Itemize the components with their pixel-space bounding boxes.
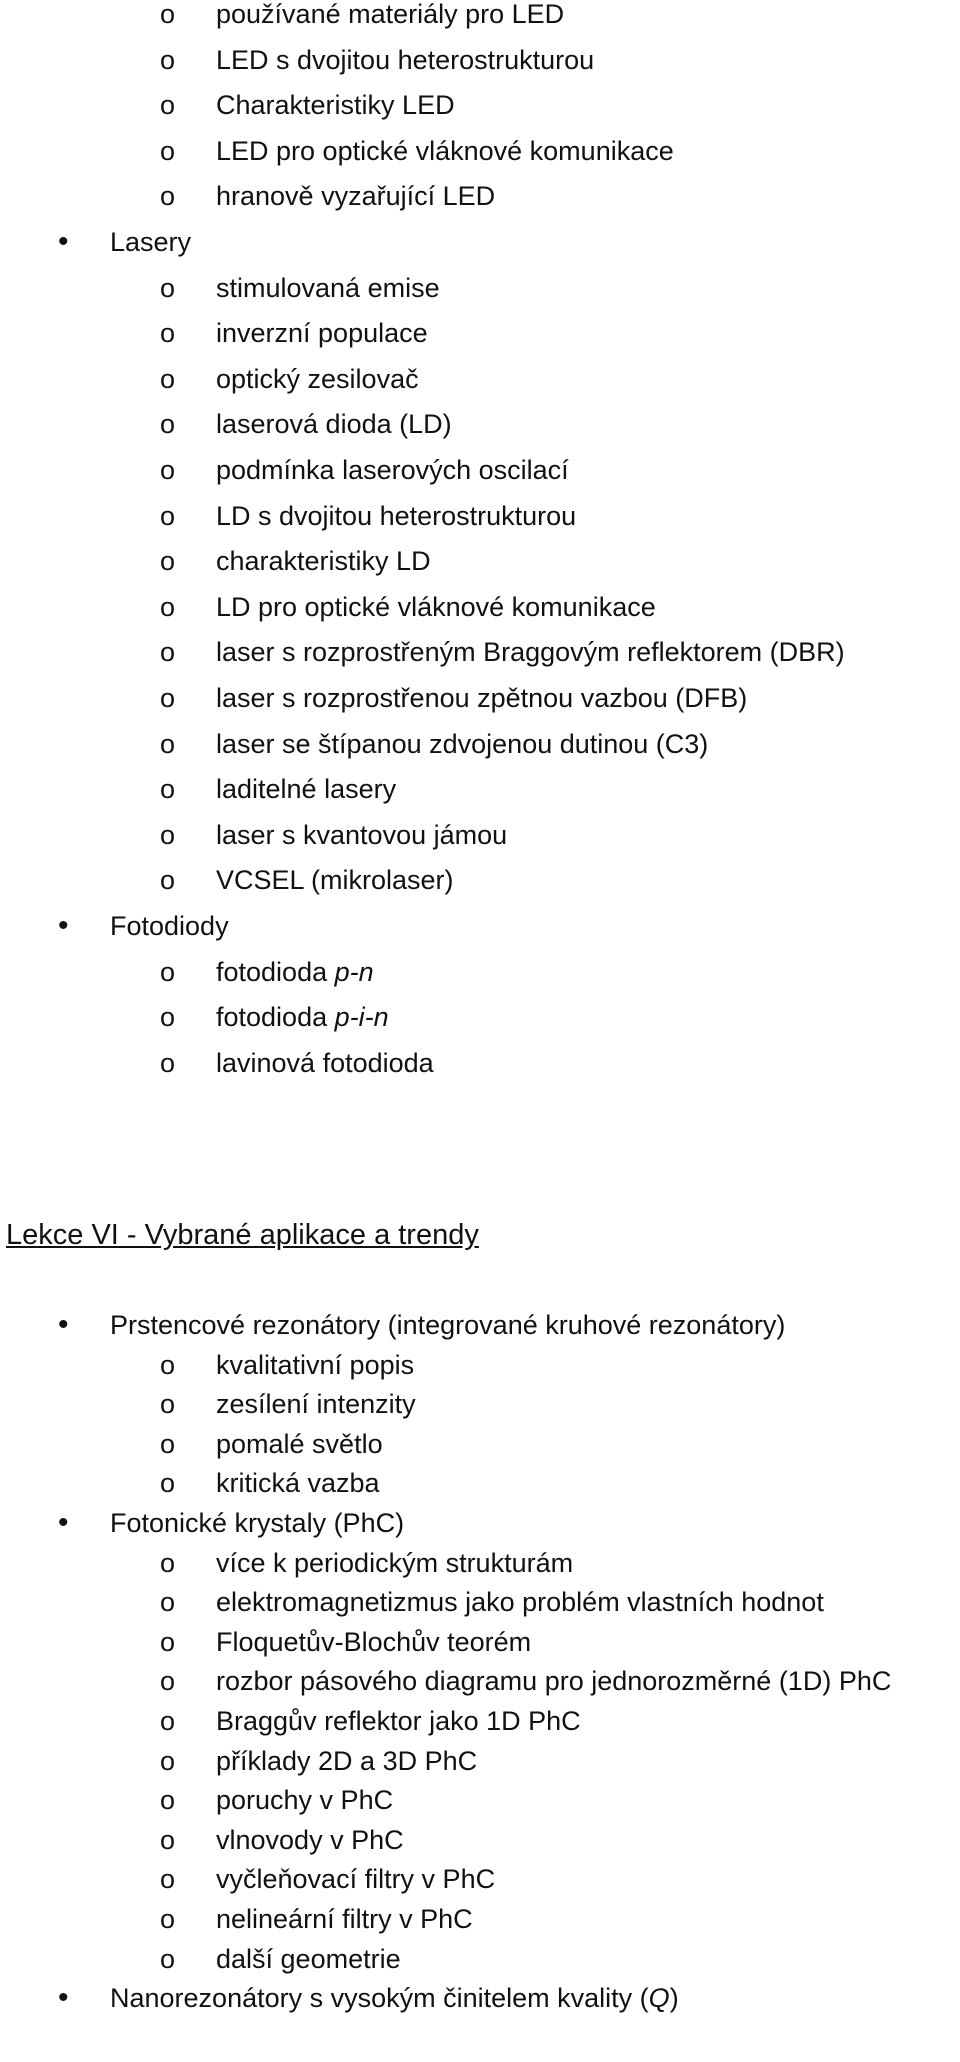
sub-bullet-marker: o	[160, 1547, 176, 1578]
item-text	[216, 404, 452, 444]
item-text	[216, 860, 454, 900]
item-text	[216, 40, 594, 80]
item-suffix: )	[669, 1983, 679, 2014]
item-text	[216, 1820, 404, 1860]
item-label: laser s rozprostřenou zpětnou vazbou (DFB)	[216, 683, 748, 713]
sub-bullet-marker: o	[160, 1587, 176, 1618]
sub-bullet-marker: o	[160, 956, 176, 987]
item-text	[216, 1043, 434, 1083]
item-text	[216, 769, 396, 809]
item-text	[216, 541, 431, 581]
item-text	[216, 1701, 581, 1741]
sub-bullet-marker: o	[160, 1824, 176, 1855]
item-label: více k periodickým strukturám	[216, 1547, 574, 1578]
item-label: zesílení intenzity	[216, 1389, 416, 1420]
sub-bullet-marker: o	[160, 44, 176, 75]
sub-bullet-marker: o	[160, 1468, 176, 1499]
item-label: VCSEL (mikrolaser)	[216, 865, 454, 896]
item-label: vyčleňovací filtry v PhC	[216, 1864, 496, 1895]
item-label: charakteristiky LD	[216, 546, 431, 577]
item-label: Charakteristiky LED	[216, 90, 455, 121]
item-text	[216, 587, 656, 627]
item-label: laser s kvantovou jámou	[216, 819, 508, 850]
sub-bullet-marker: o	[160, 181, 176, 212]
bullet-marker: •	[58, 909, 69, 942]
item-text	[110, 906, 229, 946]
sub-bullet-marker: o	[160, 1047, 176, 1078]
item-label: optický zesilovač	[216, 363, 419, 394]
item-italic-term: Q	[648, 1983, 670, 2014]
item-label: Nanorezonátory s vysokým činitelem kvality (	[110, 1983, 649, 2014]
item-text	[216, 1939, 401, 1979]
item-text	[216, 450, 569, 490]
sub-bullet-marker: o	[160, 90, 176, 121]
sub-bullet-marker: o	[160, 683, 176, 713]
bullet-marker: •	[58, 1308, 69, 1341]
item-text	[216, 1384, 416, 1424]
item-label: LD s dvojitou heterostrukturou	[216, 500, 577, 531]
sub-bullet-marker: o	[160, 1864, 176, 1895]
sub-bullet-marker: o	[160, 774, 176, 805]
sub-bullet-marker: o	[160, 363, 176, 394]
sub-bullet-marker: o	[160, 1745, 176, 1776]
item-text	[216, 997, 389, 1037]
item-text	[216, 1899, 473, 1939]
sub-bullet-marker: o	[160, 272, 176, 303]
item-label: elektromagnetizmus jako problém vlastních hodnot	[216, 1587, 824, 1618]
item-text	[216, 1622, 531, 1662]
item-label: používané materiály pro LED	[216, 0, 565, 29]
sub-bullet-marker: o	[160, 865, 176, 896]
sub-bullet-marker: o	[160, 1943, 176, 1974]
sub-bullet-marker: o	[160, 819, 176, 850]
item-label: další geometrie	[216, 1943, 401, 1974]
item-label: vlnovody v PhC	[216, 1824, 404, 1855]
bullet-marker: •	[58, 1981, 69, 2015]
item-label: LED pro optické vláknové komunikace	[216, 135, 674, 166]
item-text	[216, 268, 440, 308]
sub-bullet-marker: o	[160, 1904, 176, 1934]
lesson-heading: Lekce VI - Vybrané aplikace a trendy	[6, 1219, 479, 1251]
item-text	[216, 1859, 495, 1899]
item-label: poruchy v PhC	[216, 1785, 394, 1816]
item-italic-term: p-i-n	[334, 1002, 389, 1033]
sub-bullet-marker: o	[160, 1626, 176, 1657]
sub-bullet-marker: o	[160, 409, 176, 440]
item-label: Fotodiody	[110, 911, 229, 941]
sub-bullet-marker: o	[160, 1002, 176, 1033]
item-text	[216, 632, 845, 672]
item-label: Prstencové rezonátory (integrované kruhové rezonátory)	[110, 1310, 786, 1340]
item-text	[216, 1741, 477, 1781]
sub-bullet-marker: o	[160, 0, 176, 29]
sub-bullet-marker: o	[160, 1428, 176, 1459]
sub-bullet-marker: o	[160, 500, 176, 531]
item-text	[110, 1503, 404, 1543]
item-text	[110, 1305, 785, 1345]
item-text	[216, 359, 419, 399]
item-label: příklady 2D a 3D PhC	[216, 1745, 478, 1776]
item-text	[216, 1661, 891, 1701]
sub-bullet-marker: o	[160, 728, 176, 759]
sub-bullet-marker: o	[160, 135, 176, 166]
item-label: lavinová fotodioda	[216, 1047, 434, 1078]
item-text	[216, 1582, 824, 1622]
sub-bullet-marker: o	[160, 591, 176, 622]
item-label: laser s rozprostřeným Braggovým reflektorem (DBR)	[216, 637, 845, 668]
item-label: Lasery	[110, 227, 192, 257]
item-label: fotodioda	[216, 1002, 335, 1033]
item-label: laditelné lasery	[216, 774, 397, 805]
sub-bullet-marker: o	[160, 1785, 176, 1816]
item-label: Fotonické krystaly (PhC)	[110, 1508, 405, 1538]
sub-bullet-marker: o	[160, 1666, 176, 1697]
item-text	[110, 222, 191, 262]
item-label: laserová dioda (LD)	[216, 409, 452, 440]
item-text	[216, 496, 576, 536]
item-label: LD pro optické vláknové komunikace	[216, 591, 656, 622]
item-text	[216, 724, 708, 764]
item-text	[216, 313, 428, 353]
item-text	[216, 1543, 573, 1583]
item-label: hranově vyzařující LED	[216, 181, 496, 212]
item-text	[216, 1463, 380, 1503]
sub-bullet-marker: o	[160, 637, 176, 668]
bullet-marker: •	[58, 1506, 69, 1539]
item-text	[110, 1978, 679, 2018]
item-text	[216, 678, 747, 718]
item-text	[216, 0, 564, 34]
item-text	[216, 85, 455, 125]
item-label: rozbor pásového diagramu pro jednorozměrné (1D) PhC	[216, 1666, 892, 1697]
item-label: kritická vazba	[216, 1468, 380, 1499]
item-label: fotodioda	[216, 956, 335, 987]
sub-bullet-marker: o	[160, 1349, 176, 1380]
item-label: LED s dvojitou heterostrukturou	[216, 44, 595, 75]
item-label: Floquetův-Blochův teorém	[216, 1626, 532, 1657]
bullet-marker: •	[58, 225, 69, 258]
item-text	[216, 131, 674, 171]
sub-bullet-marker: o	[160, 455, 176, 485]
item-text	[216, 176, 495, 216]
item-label: nelineární filtry v PhC	[216, 1904, 473, 1934]
item-label: pomalé světlo	[216, 1428, 383, 1459]
sub-bullet-marker: o	[160, 546, 176, 577]
item-label: inverzní populace	[216, 318, 428, 349]
item-label: laser se štípanou zdvojenou dutinou (C3)	[216, 728, 709, 759]
item-text	[216, 815, 507, 855]
sub-bullet-marker: o	[160, 1389, 176, 1420]
sub-bullet-marker: o	[160, 318, 176, 349]
item-italic-term: p-n	[334, 956, 374, 987]
sub-bullet-marker: o	[160, 1706, 176, 1736]
item-label: Braggův reflektor jako 1D PhC	[216, 1706, 581, 1736]
item-text	[216, 1424, 383, 1464]
item-label: kvalitativní popis	[216, 1349, 415, 1380]
item-text	[216, 1345, 414, 1385]
item-text	[216, 1780, 393, 1820]
item-label: stimulovaná emise	[216, 272, 440, 303]
item-text	[216, 952, 374, 992]
item-label: podmínka laserových oscilací	[216, 455, 569, 485]
